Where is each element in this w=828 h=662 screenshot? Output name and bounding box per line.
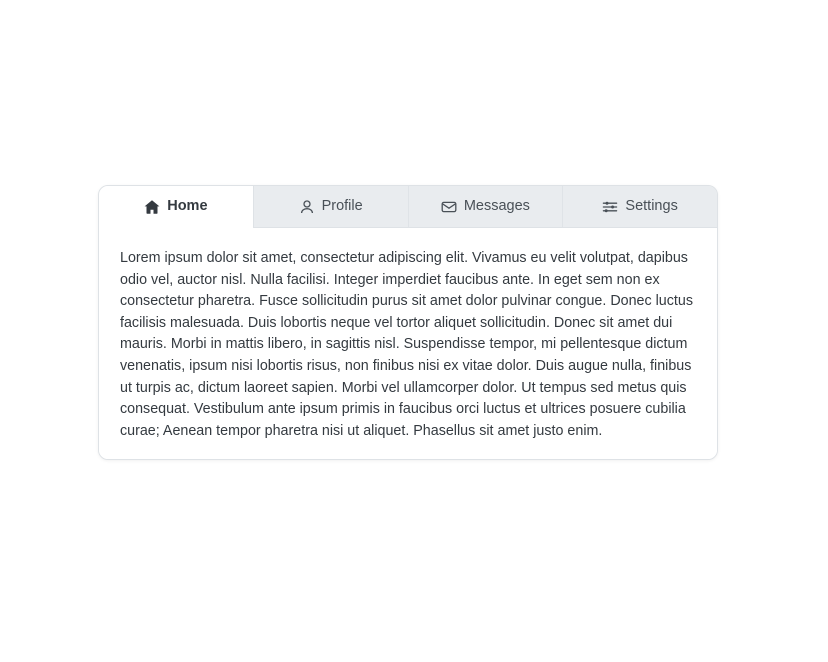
tab-profile[interactable] <box>254 186 409 227</box>
tab-profile-label: Profile <box>321 198 363 215</box>
user-icon <box>299 199 315 215</box>
tab-messages[interactable] <box>409 186 564 227</box>
envelope-icon <box>441 199 457 215</box>
home-icon <box>144 199 160 215</box>
tab-home[interactable] <box>99 186 254 227</box>
tab-widget-stage <box>98 185 718 460</box>
tab-home-label: Home <box>167 198 208 215</box>
tab-panel-home <box>99 228 717 460</box>
panel-body-text: Lorem ipsum dolor sit amet, consectetur adipiscing elit. Vivamus eu velit volutpat, dapibus odio vel, auctor nisl. Nulla facilisi. Integer imperdiet faucibus ante. In eget sem non ex consectetur pharetra. Fusce sollicitudin purus sit amet dolor pulvinar congue. Donec luctus facilisis malesuada. Duis lobortis neque vel tortor aliquet sollicitudin. Donec sit amet dui mauris. Morbi in mattis libero, in sagittis nisl. Suspendisse tempor, mi pellentesque dictum venenatis, ipsum nisi lobortis risus, non finibus nisi ex vitae dolor. Duis augue nulla, finibus ut turpis ac, dictum laoreet sapien. Morbi vel ullamcorper dolor. Ut tempus sed metus quis consequat. Vestibulum ante ipsum primis in faucibus orci luctus et ultrices posuere cubilia curae; Aenean tempor pharetra nisi ut aliquet. Phasellus sit amet justo enim. <box>120 250 693 439</box>
tab-settings[interactable] <box>563 186 717 227</box>
tabbed-card <box>98 185 718 460</box>
sliders-icon <box>602 199 618 215</box>
tab-bar <box>99 186 717 228</box>
tab-messages-label: Messages <box>463 198 530 215</box>
tab-settings-label: Settings <box>625 198 678 215</box>
